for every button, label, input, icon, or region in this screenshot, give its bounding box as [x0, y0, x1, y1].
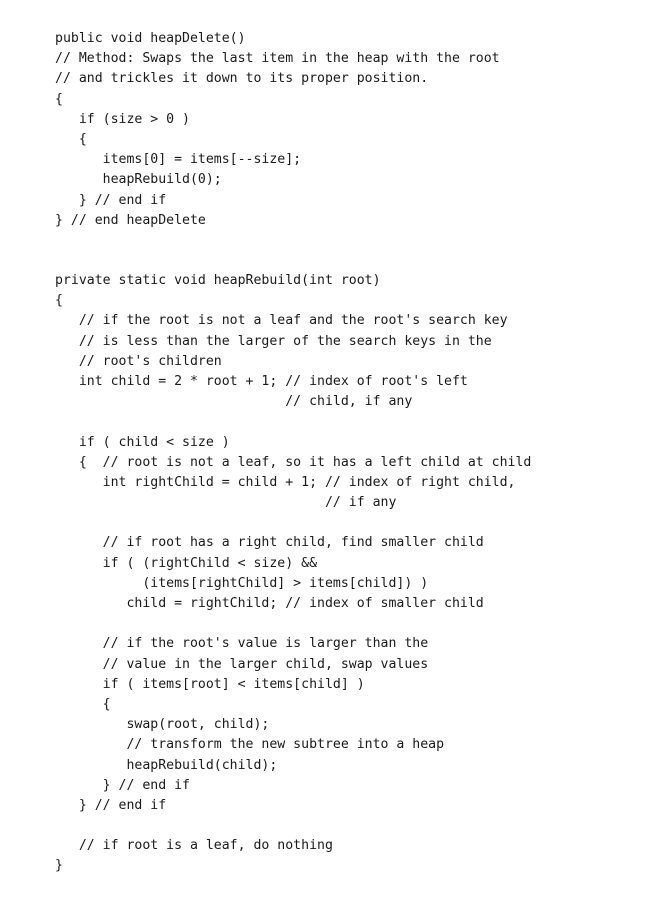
- code-comment-line: // if root is a leaf, do nothing: [55, 838, 333, 854]
- code-comment-line: // if the root's value is larger than the: [55, 636, 429, 652]
- blank-line: [55, 614, 531, 634]
- code-line: }: [55, 858, 63, 874]
- code-line: } // end if: [55, 797, 167, 813]
- code-comment-line: // child, if any: [55, 394, 413, 410]
- code-comment-line: // value in the larger child, swap values: [55, 656, 429, 672]
- heap-rebuild-code-block: [55, 271, 531, 877]
- code-line: {: [55, 91, 63, 107]
- code-comment-line: // if the root is not a leaf and the root's search key: [55, 313, 508, 329]
- code-line: {: [55, 131, 87, 147]
- code-line: int rightChild = child + 1; // index of right child,: [55, 474, 516, 490]
- code-line: { // root is not a leaf, so it has a left child at child: [55, 454, 532, 470]
- code-comment-line: // Method: Swaps the last item in the heap with the root: [55, 51, 500, 67]
- code-line: items[0] = items[--size];: [55, 152, 302, 168]
- code-line: if ( items[root] < items[child] ): [55, 676, 365, 692]
- code-line: heapRebuild(child);: [55, 757, 278, 773]
- code-line: private static void heapRebuild(int root): [55, 273, 381, 288]
- code-line: public void heapDelete(): [55, 31, 246, 46]
- code-line: if ( (rightChild < size) &&: [55, 555, 318, 571]
- code-line: heapRebuild(0);: [55, 172, 222, 188]
- code-line: {: [55, 696, 111, 712]
- code-line: swap(root, child);: [55, 717, 270, 733]
- code-line: } // end if: [55, 192, 167, 208]
- code-comment-line: // if any: [55, 495, 397, 511]
- code-comment-line: // transform the new subtree into a heap: [55, 737, 445, 753]
- code-line: {: [55, 293, 63, 309]
- code-line: if (size > 0 ): [55, 111, 190, 127]
- blank-line: [55, 513, 531, 533]
- blank-line: [55, 412, 531, 432]
- code-comment-line: // root's children: [55, 353, 222, 369]
- code-comment-line: // and trickles it down to its proper position.: [55, 71, 429, 87]
- code-line: int child = 2 * root + 1; // index of root's left: [55, 373, 468, 389]
- blank-line: [55, 816, 531, 836]
- code-line: (items[rightChild] > items[child]) ): [55, 575, 429, 591]
- code-line: } // end if: [55, 777, 190, 793]
- code-comment-line: // if root has a right child, find smaller child: [55, 535, 484, 551]
- code-line: if ( child < size ): [55, 434, 230, 450]
- code-line: } // end heapDelete: [55, 212, 206, 228]
- code-line: child = rightChild; // index of smaller child: [55, 596, 484, 611]
- code-comment-line: // is less than the larger of the search keys in the: [55, 333, 492, 349]
- heap-delete-code-block: [55, 29, 500, 231]
